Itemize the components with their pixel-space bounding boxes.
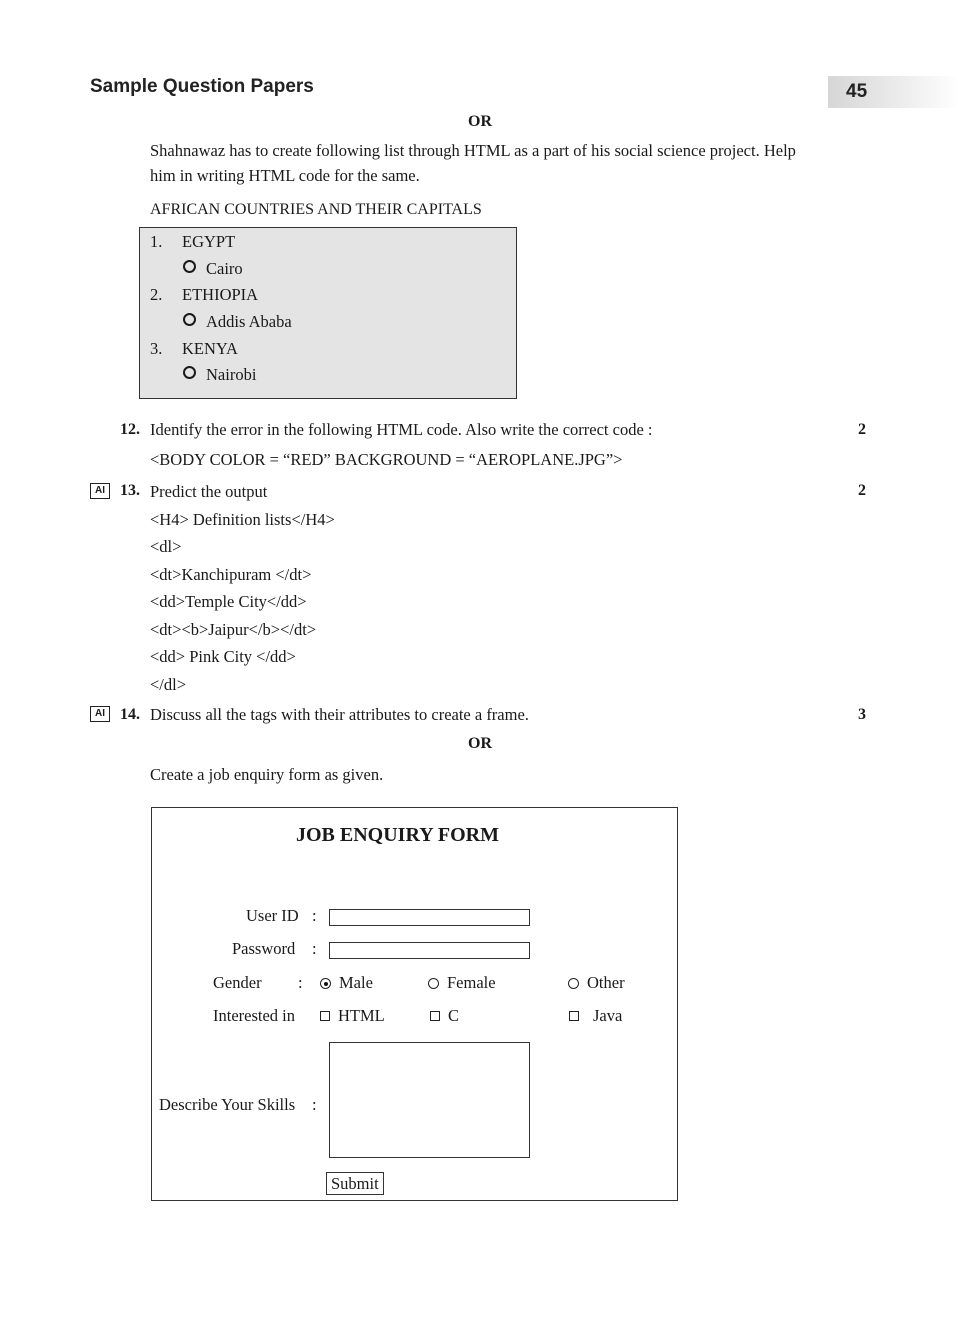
colon: : — [312, 906, 317, 925]
question-text: Predict the output — [150, 482, 268, 501]
list-subitem — [183, 312, 292, 332]
gender-label: Gender — [213, 973, 262, 992]
colon: : — [298, 973, 303, 992]
circle-bullet-icon — [183, 366, 196, 379]
question-text: Discuss all the tags with their attributes to create a frame. — [150, 705, 529, 724]
code-line: <H4> Definition lists</H4> — [150, 510, 335, 529]
code-line: <dd>Temple City</dd> — [150, 592, 307, 611]
code-line: <BODY COLOR = “RED” BACKGROUND = “AEROPLANE.JPG”> — [150, 450, 623, 469]
question-text: Identify the error in the following HTML code. Also write the correct code : — [150, 420, 653, 439]
skills-label: Describe Your Skills — [159, 1095, 296, 1114]
submit-button[interactable]: Submit — [326, 1172, 384, 1195]
capital-name: Cairo — [206, 259, 243, 278]
question-marks: 3 — [858, 706, 866, 723]
code-line: </dl> — [150, 675, 187, 694]
list-item — [150, 285, 259, 305]
list-number: 3. — [150, 339, 163, 358]
list-number: 2. — [150, 285, 163, 304]
interest-option-java[interactable]: Java — [569, 1006, 622, 1026]
gender-option-female[interactable]: Female — [428, 973, 496, 993]
list-item — [150, 339, 238, 359]
list-item — [150, 232, 236, 252]
or-label: OR — [468, 735, 492, 752]
checkbox-icon[interactable] — [320, 1011, 330, 1021]
capital-name: Nairobi — [206, 365, 257, 384]
password-label: Password — [232, 939, 296, 958]
country-name: EGYPT — [182, 232, 236, 251]
ai-badge-icon: AI — [90, 483, 110, 499]
country-name: ETHIOPIA — [182, 285, 259, 304]
userid-input[interactable] — [329, 909, 530, 926]
checkbox-icon[interactable] — [569, 1011, 579, 1021]
userid-label: User ID — [246, 906, 299, 925]
code-line: <dl> — [150, 537, 182, 556]
intro-line-1: Shahnawaz has to create following list through HTML as a part of his social science project. Help — [150, 141, 796, 160]
intro-line-2: him in writing HTML code for the same. — [150, 166, 420, 185]
or-label: OR — [468, 113, 492, 130]
skills-textarea[interactable] — [329, 1042, 530, 1158]
list-heading: AFRICAN COUNTRIES AND THEIR CAPITALS — [150, 201, 482, 218]
ai-badge-icon: AI — [90, 706, 110, 722]
country-name: KENYA — [182, 339, 238, 358]
interest-option-c[interactable]: C — [430, 1006, 459, 1026]
radio-icon[interactable] — [568, 978, 579, 989]
form-title: JOB ENQUIRY FORM — [296, 824, 499, 846]
colon: : — [312, 1095, 317, 1114]
capital-name: Addis Ababa — [206, 312, 292, 331]
radio-icon[interactable] — [428, 978, 439, 989]
code-line: <dd> Pink City </dd> — [150, 647, 296, 666]
page-header-title: Sample Question Papers — [90, 76, 314, 97]
code-line: <dt>Kanchipuram </dt> — [150, 565, 312, 584]
question-number: 14. — [120, 706, 140, 723]
question-number: 13. — [120, 482, 140, 499]
question-number: 12. — [120, 421, 140, 438]
interest-label: Interested in — [213, 1006, 296, 1025]
question-alt-text: Create a job enquiry form as given. — [150, 765, 384, 784]
list-subitem — [183, 259, 243, 279]
list-subitem — [183, 365, 256, 385]
list-number: 1. — [150, 232, 163, 251]
checkbox-icon[interactable] — [430, 1011, 440, 1021]
gender-option-male[interactable]: Male — [320, 973, 373, 993]
password-input[interactable] — [329, 942, 530, 959]
gender-option-other[interactable]: Other — [568, 973, 625, 993]
question-marks: 2 — [858, 482, 866, 499]
radio-selected-icon[interactable] — [320, 978, 331, 989]
countries-list-box — [139, 227, 517, 399]
code-line: <dt><b>Jaipur</b></dt> — [150, 620, 317, 639]
circle-bullet-icon — [183, 313, 196, 326]
colon: : — [312, 939, 317, 958]
question-marks: 2 — [858, 421, 866, 438]
interest-option-html[interactable]: HTML — [320, 1006, 385, 1026]
page-number: 45 — [846, 81, 868, 102]
circle-bullet-icon — [183, 260, 196, 273]
